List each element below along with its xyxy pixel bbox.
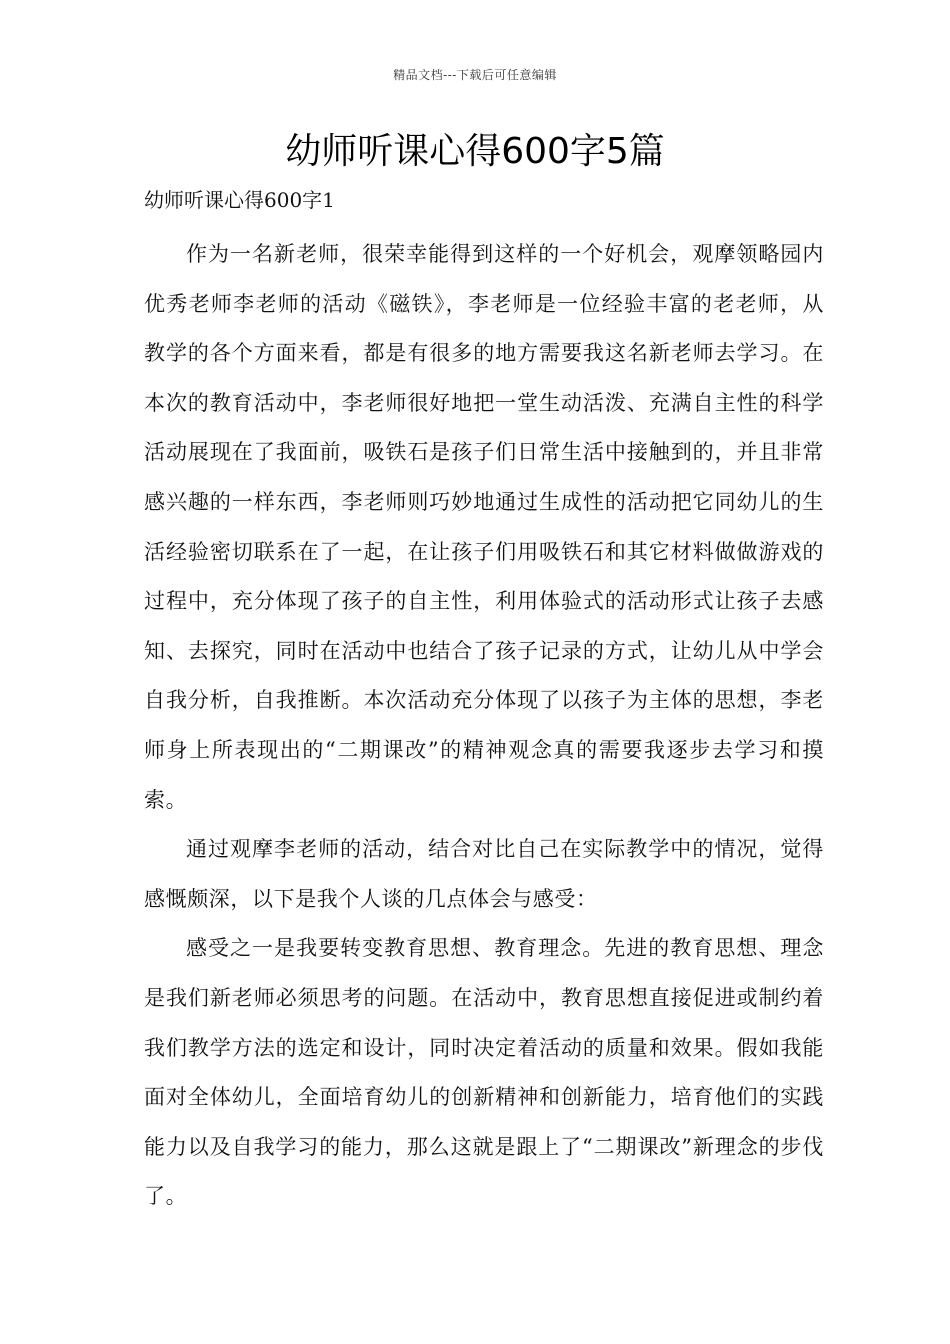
paragraph: 作为一名新老师，很荣幸能得到这样的一个好机会，观摩领略园内优秀老师李老师的活动《磁铁》，李老师是一位经验丰富的老老师，从教学的各个方面来看，都是有很多的地方需要我这名新老师去学习。在本次的教育活动中，李老师很好地把一堂生动活泼、充满自主性的科学活动展现在了我面前，吸铁石是孩子们日常生活中接触到的，并且非常感兴趣的一样东西，李老师则巧妙地通过生成性的活动把它同幼儿的生活经验密切联系在了一起，在让孩子们用吸铁石和其它材料做做游戏的过程中，充分体现了孩子的自主性，利用体验式的活动形式让孩子去感知、去探究，同时在活动中也结合了孩子记录的方式，让幼儿从中学会自我分析，自我推断。本次活动充分体现了以孩子为主体的思想，李老师身上所表现出的“二期课改”的精神观念真的需要我逐步去学习和摸索。 bbox=[144, 242, 824, 812]
paragraph: 通过观摩李老师的活动，结合对比自己在实际教学中的情况，觉得感慨颇深，以下是我个人谈的几点体会与感受： bbox=[144, 837, 824, 911]
document-title: 幼师听课心得600字5篇 bbox=[285, 131, 665, 172]
section-heading: 幼师听课心得600字1 bbox=[144, 188, 335, 212]
paragraph: 感受之一是我要转变教育思想、教育理念。先进的教育思想、理念是我们新老师必须思考的问题。在活动中，教育思想直接促进或制约着我们教学方法的选定和设计，同时决定着活动的质量和效果。假如我能面对全体幼儿，全面培育幼儿的创新精神和创新能力，培育他们的实践能力以及自我学习的能力，那么这就是跟上了“二期课改”新理念的步伐了。 bbox=[144, 936, 824, 1209]
header-note: 精品文档---下载后可任意编辑 bbox=[393, 68, 557, 82]
body-text bbox=[144, 230, 824, 1222]
